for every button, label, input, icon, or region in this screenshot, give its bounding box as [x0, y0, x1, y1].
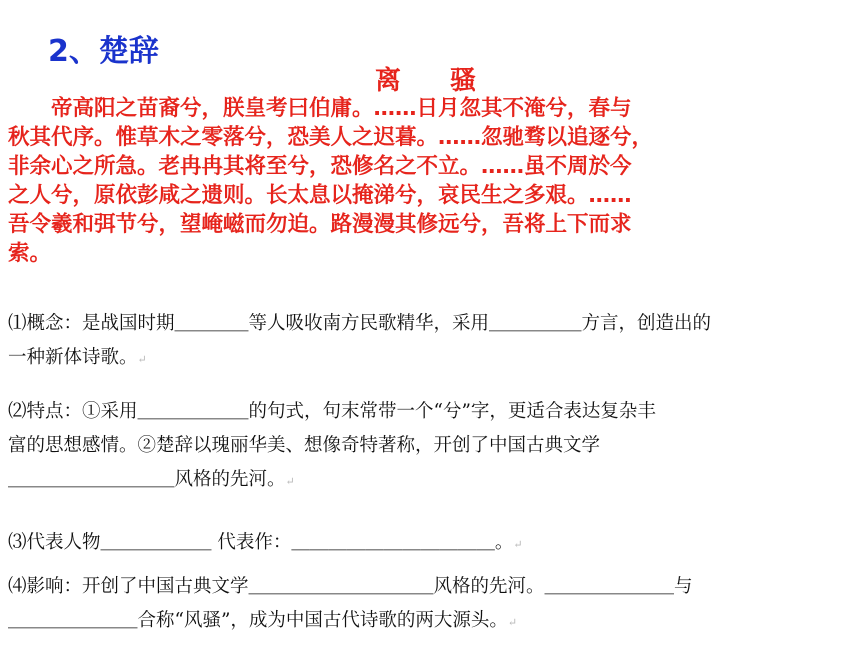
section-heading: 2、楚辞	[48, 34, 159, 69]
concept-text: ⑴概念：是战国时期＿＿＿＿等人吸收南方民歌精华，采用＿＿＿＿＿方言，创造出的 一种新体诗歌。	[8, 313, 712, 368]
paragraph-mark-icon: ↵	[507, 616, 518, 629]
paragraph-mark-icon: ↵	[137, 353, 147, 366]
representative-text: ⑶代表人物＿＿＿＿＿＿ 代表作：＿＿＿＿＿＿＿＿＿＿＿。	[8, 532, 514, 553]
influence-item	[8, 570, 856, 640]
features-item	[8, 395, 856, 499]
influence-text: ⑷影响：开创了中国古典文学＿＿＿＿＿＿＿＿＿＿风格的先河。＿＿＿＿＿＿＿与 ＿＿＿＿＿＿＿合称“风骚”，成为中国古代诗歌的两大源头。	[8, 576, 693, 631]
paragraph-mark-icon: ↵	[285, 475, 295, 488]
paragraph-mark-icon: ↵	[513, 538, 523, 551]
concept-item	[8, 307, 856, 377]
representative-item	[8, 526, 856, 562]
poem-excerpt: 帝高阳之苗裔兮，朕皇考曰伯庸。……日月忽其不淹兮，春与 秋其代序。惟草木之零落兮，恐美人之迟暮。……忽驰骛以追逐兮， 非余心之所急。老冉冉其将至兮，恐修名之不立。……虽不周於今 之人兮，原依彭咸之遗则。长太息以掩涕兮，哀民生之多艰。…… 吾令羲和弭节兮，望崦嵫而勿迫。路漫漫其修远兮，吾将上下而求 索。	[8, 96, 654, 266]
features-text: ⑵特点：①采用＿＿＿＿＿＿的句式，句末常带一个“兮”字，更适合表达复杂丰 富的思想感情。②楚辞以瑰丽华美、想像奇特著称，开创了中国古典文学 ＿＿＿＿＿＿＿＿＿风格的先河。	[8, 401, 656, 490]
poem-title: 离 骚	[375, 66, 497, 96]
